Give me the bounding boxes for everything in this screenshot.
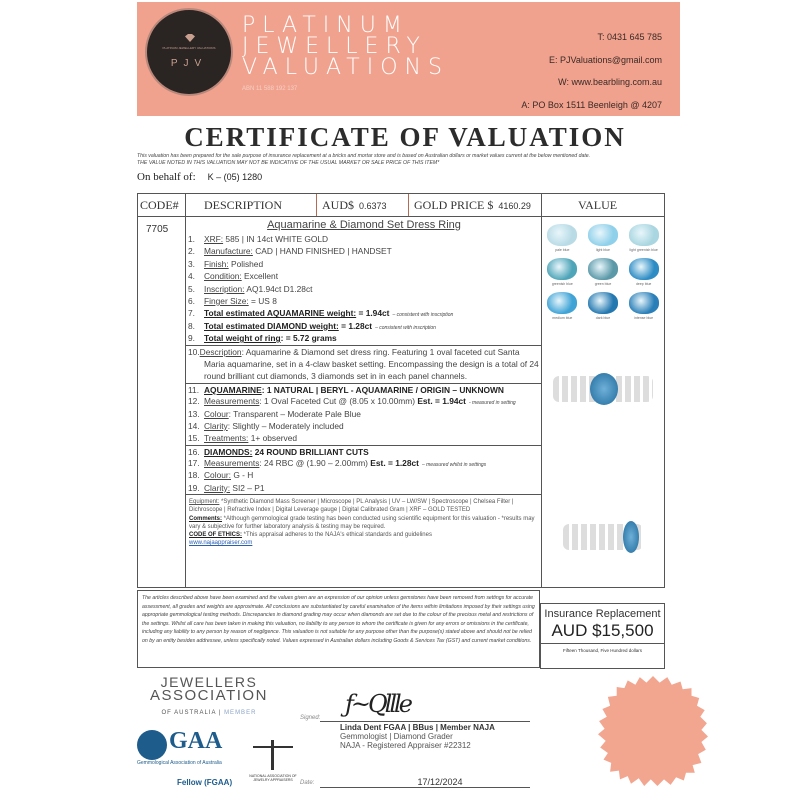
description-item (186, 469, 542, 481)
description-item (186, 307, 542, 319)
comments-label: Comments: (189, 515, 223, 522)
item-note: – measured whilst in settings (421, 462, 487, 469)
item-label: DIAMONDS: (204, 446, 253, 457)
gem-image (588, 224, 618, 246)
equipment-label: Equipment: (189, 499, 220, 506)
item-label: Clarity: (204, 482, 231, 493)
gem-image (629, 224, 659, 246)
item-label: Total estimated DIAMOND weight: (204, 320, 339, 331)
description-item (186, 445, 542, 457)
item-label: XRF: (204, 234, 224, 244)
item-number: 2. (188, 246, 195, 257)
item-label: Condition: (204, 271, 242, 282)
gem-label: light blue (595, 248, 610, 252)
gem-swatch (583, 258, 624, 286)
ja-line: ASSOCIATION (150, 687, 268, 704)
diamond-icon (185, 34, 195, 42)
item-value: 24 ROUND BRILLIANT CUTS (252, 446, 369, 457)
item-value: 585 | IN 14ct WHITE GOLD (223, 234, 329, 244)
gaa-full-name: Gemmological Association of Australia (137, 760, 222, 766)
page-title: CERTIFICATE OF VALUATION (184, 122, 626, 152)
description-item (186, 283, 542, 295)
item-value: : Aquamarine & Diamond set dress ring. Featuring 1 oval faceted cut Santa Maria aquamarine, set in a 4-claw basket setting. Encompassing the design is a total of 24 round brilliant cut diamonds, 3 diamonds set in in each panel channels. (204, 346, 539, 382)
gem-image (547, 224, 577, 246)
aquamarine-colour-chart (542, 224, 664, 320)
description-item (186, 408, 542, 420)
item-number: 7. (188, 308, 195, 319)
gem-swatch (623, 292, 664, 320)
item-number: 15. (188, 433, 200, 444)
item-number: 1. (188, 234, 195, 244)
item-label: Treatments: (204, 433, 249, 444)
gem-image (547, 258, 577, 280)
item-label: AQUAMARINE (204, 384, 262, 395)
gem-image (588, 292, 618, 314)
aud-rate: 0.6373 (359, 201, 387, 211)
item-code: 7705 (146, 224, 169, 235)
item-number: 14. (188, 420, 200, 431)
item-value: SI2 – P1 (230, 482, 265, 493)
valuation-table (137, 193, 665, 588)
on-behalf-of (137, 171, 262, 183)
description-item (186, 332, 542, 344)
item-number: 10. (188, 346, 200, 357)
item-value: : 1 NATURAL | BERYL - AQUAMARINE / ORIGIN – UNKNOWN (261, 384, 504, 395)
gem-label: pale blue (555, 248, 570, 252)
ethics-text: *This appraisal adheres to the NAJA's ethical standards and guidelines (242, 532, 432, 539)
item-value: = 1.28ct (338, 320, 373, 331)
header-gold-price (414, 194, 531, 216)
ja-line (150, 706, 268, 720)
gaa-diamond-icon (137, 730, 167, 760)
item-number: 12. (188, 396, 200, 407)
item-estimate: Est. = 1.94ct (417, 396, 466, 407)
item-number: 8. (188, 320, 195, 331)
item-title: Aquamarine & Diamond Set Dress Ring (267, 219, 461, 231)
item-label: Measurements (204, 458, 260, 469)
phone: T: 0431 645 785 (597, 32, 662, 42)
item-label: Total weight of ring (204, 333, 281, 344)
description-item (186, 320, 542, 332)
header-aud (322, 194, 387, 216)
description-item (186, 233, 542, 245)
signed-label: Signed: (300, 715, 321, 721)
item-value: : 1 Oval Faceted Cut @ (8.05 x 10.00mm) (259, 396, 418, 407)
description-item (186, 345, 542, 383)
item-number: 11. (188, 384, 200, 395)
gem-swatch (542, 292, 583, 320)
abn: ABN 11 588 192 137 (242, 86, 298, 92)
equipment-text: *Synthetic Diamond Mass Screener | Microscope | PL Analysis | UV – LW/SW | Spectroscope | Chelsea Filter | Dichroscope | Refractive Index | Digital Leverage gauge | Digital Calibrated Gram | XRF – GOLD TESTED (189, 499, 514, 514)
description-item (186, 258, 542, 270)
item-number: 9. (188, 333, 195, 344)
naja-text: NATIONAL ASSOCIATION OF JEWELRY APPRAISERS (249, 774, 297, 782)
gold-label: GOLD PRICE $ (414, 198, 494, 212)
gem-label: medium blue (552, 316, 573, 320)
item-label: Clarity (204, 420, 228, 431)
ja-country: OF AUSTRALIA | (161, 710, 222, 716)
on-behalf-value: K – (05) 1280 (207, 172, 263, 182)
insurance-amount-words: Fifteen Thousand, Five Hundred dollars (541, 643, 664, 653)
ring-front-image (542, 364, 664, 414)
gem-image (629, 258, 659, 280)
item-value: G - H (231, 470, 254, 481)
item-number: 17. (188, 458, 200, 469)
item-value: : Transparent – Moderate Pale Blue (228, 408, 361, 419)
gaa-fellow: Fellow (FGAA) (177, 778, 233, 787)
item-value: : = 5.72 grams (280, 333, 337, 344)
item-number: 5. (188, 283, 195, 294)
signer-name: Linda Dent FGAA | BBus | Member NAJA (340, 723, 495, 732)
signature: ƒ~Qllle (345, 690, 410, 718)
intro-line: THE VALUE NOTED IN THIS VALUATION MAY NOT BE INDICATIVE OF THE USUAL MARKET OR SALE PRICE OF THIS ITEM* (137, 159, 440, 166)
gaa-text: GAA (169, 728, 223, 754)
intro-text (137, 153, 682, 166)
brand-line: PLATINUM (242, 13, 409, 38)
item-label: Finish: (204, 258, 229, 269)
logo-text: PJV (170, 58, 208, 69)
insurance-label: Insurance Replacement (544, 608, 661, 620)
brand-line: VALUATIONS (242, 55, 449, 80)
item-number: 4. (188, 271, 195, 282)
email: E: PJValuations@gmail.com (548, 54, 662, 65)
ja-line: JEWELLERS (160, 674, 258, 690)
gem-swatch (623, 258, 664, 286)
item-number: 18. (188, 470, 200, 481)
gem-label: green blue (594, 282, 612, 286)
insurance-amount: AUD $15,500 (551, 621, 654, 640)
item-number: 3. (188, 258, 195, 269)
signer-registration: NAJA - Registered Appraiser #22312 (340, 741, 471, 750)
gem-label: intense blue (634, 316, 654, 320)
ja-member: MEMBER (224, 710, 257, 716)
item-note: – consistent with inscription (392, 312, 454, 319)
description-item (186, 482, 542, 494)
on-behalf-label: On behalf of: (137, 171, 196, 183)
website: W: www.bearbling.com.au (558, 77, 662, 87)
item-label: Measurements (204, 396, 260, 407)
item-number: 19. (188, 482, 200, 493)
address: A: PO Box 1511 Beenleigh @ 4207 (521, 99, 662, 110)
signer-role: Gemmologist | Diamond Grader (340, 732, 453, 741)
item-label: Colour (204, 408, 229, 419)
header-value: VALUE (578, 198, 618, 212)
jewellers-association-logo (150, 675, 268, 720)
ring-side-image (542, 514, 664, 559)
item-value: 1+ observed (248, 433, 298, 444)
header-code: CODE# (140, 198, 179, 212)
item-label: Colour: (204, 470, 231, 481)
description-item (186, 420, 542, 432)
aud-label: AUD$ (322, 198, 354, 212)
letterhead (137, 2, 680, 116)
item-label: Manufacture: (204, 246, 253, 257)
date-label: Date: (300, 780, 315, 786)
item-value: : Slightly – Moderately included (227, 420, 344, 431)
item-label: Description (199, 346, 242, 357)
gem-label: deep blue (635, 282, 652, 286)
seal-stamp (598, 676, 708, 786)
comments-text: *Although gemmological grade testing has been conducted using scientific equipment for this valuation - *results may vary & subjective for further laboratory analysis & testing may be required. (189, 515, 535, 530)
gem-swatch (542, 224, 583, 252)
gem-swatch (583, 292, 624, 320)
equipment-notes (186, 494, 542, 547)
gem-image (629, 292, 659, 314)
item-estimate: Est. = 1.28ct (370, 458, 419, 469)
scales-icon (271, 740, 274, 770)
description-item (186, 432, 542, 444)
item-value: : 24 RBC @ (1.90 – 2.00mm) (259, 458, 371, 469)
signer-details (340, 723, 495, 750)
item-label: Finger Size: (204, 295, 249, 306)
item-label: Inscription: (204, 283, 245, 294)
naja-link[interactable]: www.najaappraiser.com (189, 540, 253, 547)
item-number: 13. (188, 408, 200, 419)
description-item (186, 270, 542, 282)
description-item (186, 245, 542, 257)
gem-swatch (623, 224, 664, 252)
gem-image (547, 292, 577, 314)
item-note: – consistent with inscription (375, 324, 436, 331)
item-value: CAD | HAND FINISHED | HANDSET (252, 246, 392, 257)
date-value: 17/12/2024 (320, 777, 530, 788)
ethics-label: CODE OF ETHICS: (189, 532, 243, 539)
brand-name (242, 15, 449, 78)
pjv-logo (145, 8, 233, 96)
naja-logo (245, 738, 301, 780)
item-value: = 1.94ct (356, 308, 390, 319)
description-item (186, 383, 542, 395)
description-item (186, 295, 542, 307)
item-value: = US 8 (248, 295, 277, 306)
signature-block (300, 685, 545, 800)
gem-image (588, 258, 618, 280)
insurance-value-box (540, 603, 665, 669)
gem-label: greenish blue (551, 282, 573, 286)
item-value: Excellent (241, 271, 279, 282)
item-label: Total estimated AQUAMARINE weight: (204, 308, 357, 319)
item-value: Polished (228, 258, 264, 269)
description (186, 216, 542, 547)
item-number: 16. (188, 446, 200, 457)
gem-label: light greenish blue (629, 248, 658, 252)
disclaimer: The articles described above have been examined and the values given are an expression of our opinion unless gemstones have been removed from settings for accurate assessment, all grades and weights are approximate. All conclusions are substantiated by careful examination of the items within limitations imposed by their settings using appropriate gemmological testing methods. Discrepancies in diamond grading may occur when diamonds are set due to the colour of the precious metal and restrictions of the settings. Whilst all care has been taken in making this valuation, no liability to any person to whom the certificate is given for any errors or omissions in the certificate, including any liability to any person by reason of negligence. This valuation is not suitable for any purpose other than the purpose(s) stated above and should not be relied on by an entity besides addressee, unless specifically noted. Values expressed in Australian dollars including Goods & Services Tax (GST) and current market conditions. (137, 590, 540, 668)
brand-line: JEWELLERY (242, 34, 427, 59)
description-item (186, 457, 542, 469)
header-description: DESCRIPTION (204, 198, 283, 212)
gem-swatch (542, 258, 583, 286)
description-item (186, 395, 542, 407)
item-number: 6. (188, 295, 195, 306)
intro-line: This valuation has been prepared for the sale purpose of insurance replacement at a bricks and mortar store and is based on Australian dollars or market values current at the below mentioned date. (137, 153, 591, 159)
item-value: AQ1.94ct D1.28ct (244, 283, 313, 294)
logo-small-text: PLATINUM JEWELLERY VALUATIONS (162, 46, 216, 50)
gem-swatch (583, 224, 624, 252)
contact-info (521, 26, 662, 116)
gem-label: dark blue (595, 316, 611, 320)
item-note: - measured in setting (468, 400, 516, 407)
gold-price: 4160.29 (498, 201, 531, 211)
